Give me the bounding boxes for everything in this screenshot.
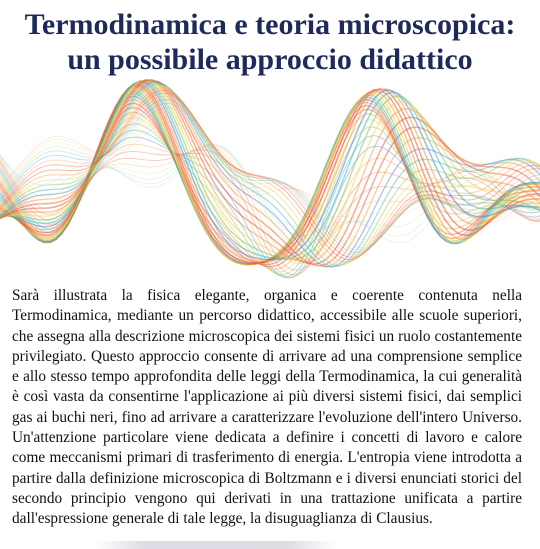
abstract-paragraph: Sarà illustrata la fisica elegante, organica e coerente contenuta nella Termodinamica, mediante un percorso didattico, accessibile alle scuole superiori, che assegna alla descrizione microscopica dei sistemi fisici un ruolo costantemente privilegiato. Questo approccio consente di arrivare ad una comprensione semplice e allo stesso tempo approfondita delle leggi della Termodinamica, la cui generalità è così vasta da consentirne l'applicazione ai più diversi sistemi fisici, dai semplici gas ai buchi neri, fino ad arrivare a caratterizzare l'evoluzione dell'intero Universo. Un'attenzione particolare viene dedicata a definire i concetti di lavoro e calore come meccanismi primari di trasferimento di energia. L'entropia viene introdotta a partire dalla definizione microscopica di Boltzmann e i diversi enunciati storici del secondo principio vengono qui derivati in una trattazione unificata a partire dall'espressione generale di tale legge, la disuguaglianza di Clausius.	[12, 287, 522, 528]
footer-decoration	[96, 541, 336, 549]
poster-title: Termodinamica e teoria microscopica: un possibile approccio didattico	[24, 8, 516, 76]
